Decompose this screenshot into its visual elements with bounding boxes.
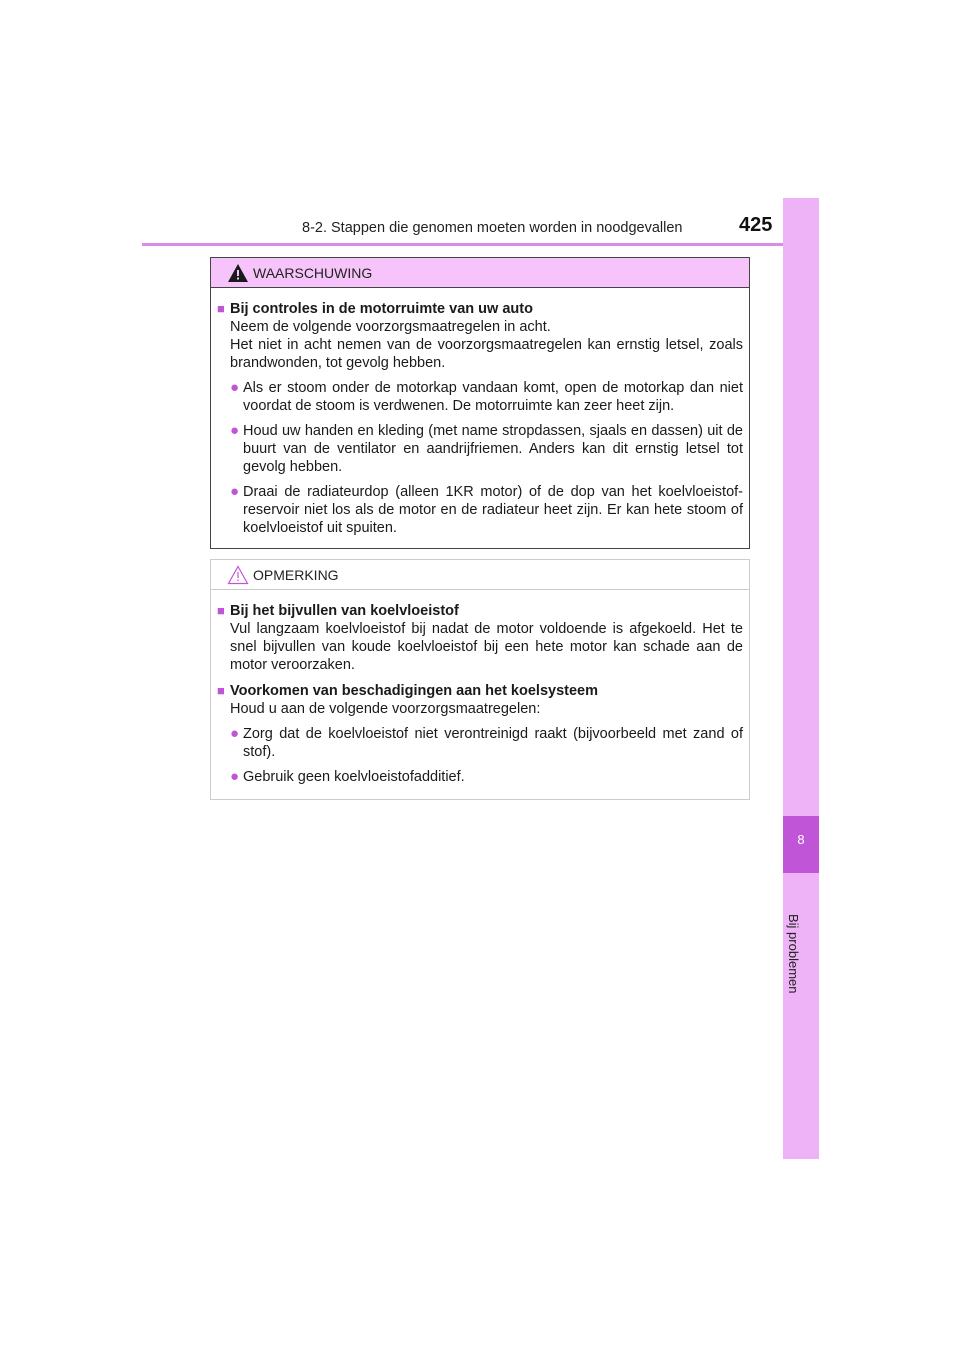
notice-label: OPMERKING [253,567,339,583]
chapter-side-tab [783,198,819,1159]
header-divider [142,243,819,246]
round-bullet-icon: ● [230,725,240,742]
notice-section-title [217,602,743,620]
notice-section-text: Vul langzaam koelvloeistof bij nadat de motor voldoende is afgekoeld. Het te snel bijvullen van koude koelvloeistof bij een hete motor kan schade aan de motor veroorzaken. [230,621,743,673]
warning-bullet [217,422,743,476]
notice-bullet [217,768,743,786]
warning-triangle-filled-icon [227,263,249,283]
notice-box [210,559,750,800]
notice-bullet-text: Zorg dat de koelvloeistof niet verontreinigd raakt (bijvoorbeeld met zand of stof). [243,726,743,760]
square-bullet-icon: ■ [217,301,225,316]
round-bullet-icon: ● [230,379,240,396]
warning-bullet [217,379,743,415]
warning-label: WAARSCHUWING [253,265,373,281]
warning-bullet [217,483,743,537]
chapter-label: Bij problemen [786,914,801,994]
warning-bullet-text: Draai de radiateurdop (alleen 1KR motor) of de dop van het koelvloeistof-reservoir niet los als de motor en de radiateur heet zijn. Er kan hete stoom of koelvloeistof uit spuiten. [243,484,743,536]
square-bullet-icon: ■ [217,683,225,698]
section-header-title: 8-2. Stappen die genomen moeten worden in noodgevallen [302,220,683,236]
notice-section-title [217,682,743,700]
warning-box [210,257,750,549]
page-number: 425 [739,214,773,236]
square-bullet-icon: ■ [217,603,225,618]
chapter-number: 8 [783,816,819,873]
notice-box-header [211,560,749,590]
warning-intro-2: Het niet in acht nemen van de voorzorgsmaatregelen kan ernstig letsel, zoals brandwonden, tot gevolg hebben. [230,337,743,371]
round-bullet-icon: ● [230,483,240,500]
notice-box-body [211,590,749,786]
round-bullet-icon: ● [230,768,240,785]
warning-section-title [217,300,743,318]
warning-triangle-outline-icon [227,565,249,585]
notice-section-title-text: Voorkomen van beschadigingen aan het koelsysteem [230,683,598,699]
warning-bullet-text: Houd uw handen en kleding (met name stropdassen, sjaals en dassen) uit de buurt van de ventilator en aandrijfriemen. Anders kan dit ernstig letsel tot gevolg hebben. [243,423,743,475]
warning-intro-1: Neem de volgende voorzorgsmaatregelen in acht. [230,319,551,335]
warning-box-header [211,258,749,288]
notice-bullet [217,725,743,761]
notice-section-title-text: Bij het bijvullen van koelvloeistof [230,603,459,619]
notice-section-text: Houd u aan de volgende voorzorgsmaatregelen: [230,701,541,717]
warning-box-body [211,288,749,537]
notice-bullet-text: Gebruik geen koelvloeistofadditief. [243,769,465,785]
warning-bullet-text: Als er stoom onder de motorkap vandaan komt, open de motorkap dan niet voordat de stoom is verdwenen. De motorruimte kan zeer heet zijn. [243,380,743,414]
round-bullet-icon: ● [230,422,240,439]
warning-section-title-text: Bij controles in de motorruimte van uw auto [230,301,533,317]
